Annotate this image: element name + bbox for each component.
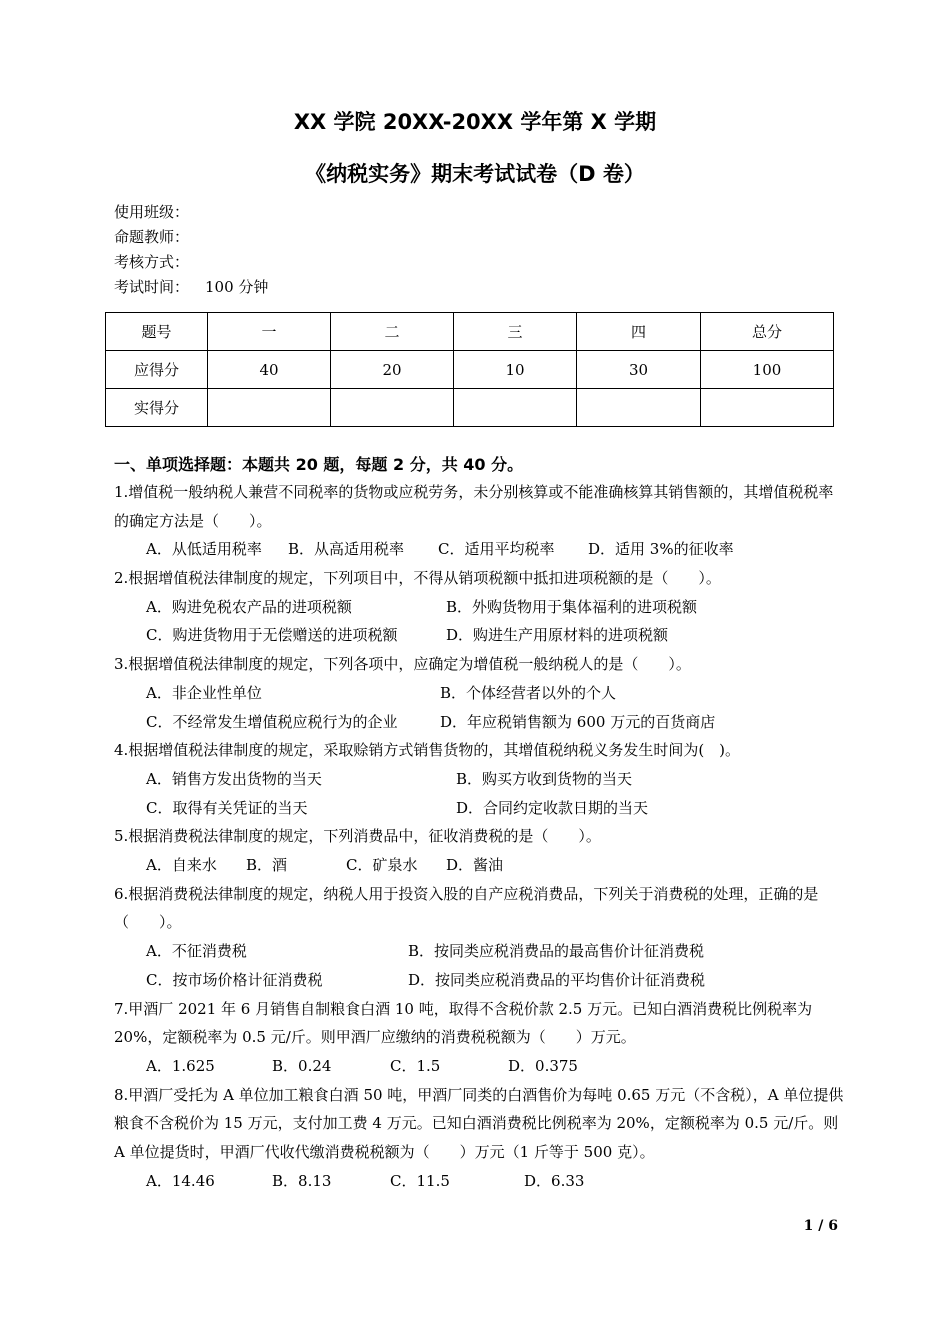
- question-item: [114, 564, 844, 650]
- section-desc: 本题共 20 题，每题 2 分，共 40 分。: [242, 455, 524, 474]
- question-item: [114, 650, 844, 736]
- option-row: [114, 708, 844, 737]
- answer-option: A．销售方发出货物的当天: [146, 769, 322, 788]
- score-cell: [208, 389, 331, 427]
- exam-meta: [114, 200, 268, 300]
- answer-option: B．个体经营者以外的个人: [440, 683, 617, 702]
- score-cell: [454, 389, 577, 427]
- score-cell: [331, 389, 454, 427]
- answer-option: C．不经常发生增值税应税行为的企业: [146, 712, 398, 731]
- answer-option: C．购进货物用于无偿赠送的进项税额: [146, 626, 398, 645]
- answer-option: D．适用 3%的征收率: [588, 540, 734, 559]
- meta-time: 考试时间： 100 分钟: [114, 278, 269, 296]
- question-stem: 1.增值税一般纳税人兼营不同税率的货物或应税劳务，未分别核算或不能准确核算其销售额的，其增值税税率的确定方法是（ ）。: [114, 483, 834, 530]
- score-cell: 题号: [106, 313, 208, 351]
- answer-option: C．适用平均税率: [438, 540, 555, 559]
- score-cell: 三: [454, 313, 577, 351]
- option-row: [114, 966, 844, 995]
- question-item: [114, 822, 844, 879]
- answer-option: D．6.33: [524, 1171, 585, 1190]
- answer-option: C．矿泉水: [346, 856, 418, 875]
- question-stem: 7.甲酒厂 2021 年 6 月销售自制粮食白酒 10 吨，取得不含税价款 2.5 万元。已知白酒消费税比例税率为 20%，定额税率为 0.5 元/斤。则甲酒厂应缴纳的消费税税额为（ ）万元。: [114, 999, 813, 1047]
- score-cell: 100: [701, 351, 834, 389]
- score-cell: [701, 389, 834, 427]
- question-stem: 5.根据消费税法律制度的规定，下列消费品中，征收消费税的是（ ）。: [114, 827, 601, 846]
- answer-option: A．14.46: [146, 1171, 215, 1190]
- score-cell: 应得分: [106, 351, 208, 389]
- question-item: [114, 880, 844, 995]
- score-cell: [577, 389, 701, 427]
- answer-option: B．酒: [246, 856, 288, 875]
- answer-option: D．年应税销售额为 600 万元的百货商店: [440, 712, 716, 731]
- answer-option: A．从低适用税率: [146, 540, 262, 559]
- answer-option: B．8.13: [272, 1171, 332, 1190]
- answer-option: B．从高适用税率: [288, 540, 405, 559]
- option-row: [114, 621, 844, 650]
- section-title: 一、单项选择题：: [114, 455, 243, 474]
- option-row: [114, 794, 844, 823]
- question-stem: 3.根据增值税法律制度的规定，下列各项中，应确定为增值税一般纳税人的是（ ）。: [114, 655, 691, 674]
- score-expected-row: [106, 351, 834, 389]
- option-row: [114, 937, 844, 966]
- option-row: [114, 1167, 844, 1196]
- section-heading: [114, 452, 523, 475]
- question-stem: 6.根据消费税法律制度的规定，纳税人用于投资入股的自产应税消费品，下列关于消费税的处理，正确的是（ ）。: [114, 884, 819, 932]
- meta-teacher: 命题教师：: [114, 228, 190, 246]
- exam-school-title: XX 学院 20XX-20XX 学年第 X 学期: [293, 110, 657, 134]
- question-stem: 2.根据增值税法律制度的规定，下列项目中，不得从销项税额中抵扣进项税额的是（ ）。: [114, 569, 721, 588]
- answer-option: B．0.24: [272, 1056, 332, 1075]
- option-row: [114, 679, 844, 708]
- answer-option: D．按同类应税消费品的平均售价计征消费税: [408, 970, 706, 989]
- option-row: [114, 765, 844, 794]
- score-cell: 二: [331, 313, 454, 351]
- meta-assessment: 考核方式：: [114, 253, 190, 271]
- answer-option: B．按同类应税消费品的最高售价计征消费税: [408, 942, 705, 961]
- option-row: [114, 1052, 844, 1081]
- score-cell: 实得分: [106, 389, 208, 427]
- score-cell: 40: [208, 351, 331, 389]
- question-item: [114, 995, 844, 1081]
- score-cell: 20: [331, 351, 454, 389]
- score-cell: 30: [577, 351, 701, 389]
- score-cell: 总分: [701, 313, 834, 351]
- question-list: [114, 478, 844, 1195]
- answer-option: A．购进免税农产品的进项税额: [146, 597, 352, 616]
- score-cell: 10: [454, 351, 577, 389]
- score-table: [105, 312, 834, 427]
- answer-option: D．酱油: [446, 856, 504, 875]
- option-row: [114, 851, 844, 880]
- score-header-row: [106, 313, 834, 351]
- question-item: [114, 736, 844, 822]
- score-cell: 四: [577, 313, 701, 351]
- answer-option: C．1.5: [390, 1056, 441, 1075]
- exam-paper-title: 《纳税实务》期末考试试卷（D 卷）: [305, 162, 645, 186]
- score-actual-row: [106, 389, 834, 427]
- answer-option: A．非企业性单位: [146, 683, 262, 702]
- answer-option: D．合同约定收款日期的当天: [456, 798, 649, 817]
- answer-option: D．0.375: [508, 1056, 578, 1075]
- score-cell: 一: [208, 313, 331, 351]
- answer-option: A．1.625: [146, 1056, 215, 1075]
- option-row: [114, 593, 844, 622]
- answer-option: A．不征消费税: [146, 942, 247, 961]
- meta-class: 使用班级：: [114, 203, 190, 221]
- answer-option: C．11.5: [390, 1171, 450, 1190]
- question-item: [114, 1081, 844, 1196]
- answer-option: C．取得有关凭证的当天: [146, 798, 308, 817]
- answer-option: B．外购货物用于集体福利的进项税额: [446, 597, 698, 616]
- answer-option: D．购进生产用原材料的进项税额: [446, 626, 669, 645]
- question-stem: 8.甲酒厂受托为 A 单位加工粮食白酒 50 吨，甲酒厂同类的白酒售价为每吨 0.65 万元（不含税），A 单位提供粮食不含税价为 15 万元，支付加工费 4 万元。已知白酒消费税比例税率为 20%，定额税率为 0.5 元/斤。则 A 单位提货时，甲酒厂代收代缴消费税税额为（ ）万元（1 斤等于 500 克）。: [114, 1085, 844, 1161]
- question-stem: 4.根据增值税法律制度的规定，采取赊销方式销售货物的，其增值税纳税义务发生时间为( )。: [114, 741, 741, 760]
- option-row: [114, 535, 844, 564]
- answer-option: A．自来水: [146, 856, 217, 875]
- answer-option: C．按市场价格计征消费税: [146, 970, 323, 989]
- page-number: 1 / 6: [803, 1218, 838, 1234]
- answer-option: B．购买方收到货物的当天: [456, 769, 633, 788]
- question-item: [114, 478, 844, 564]
